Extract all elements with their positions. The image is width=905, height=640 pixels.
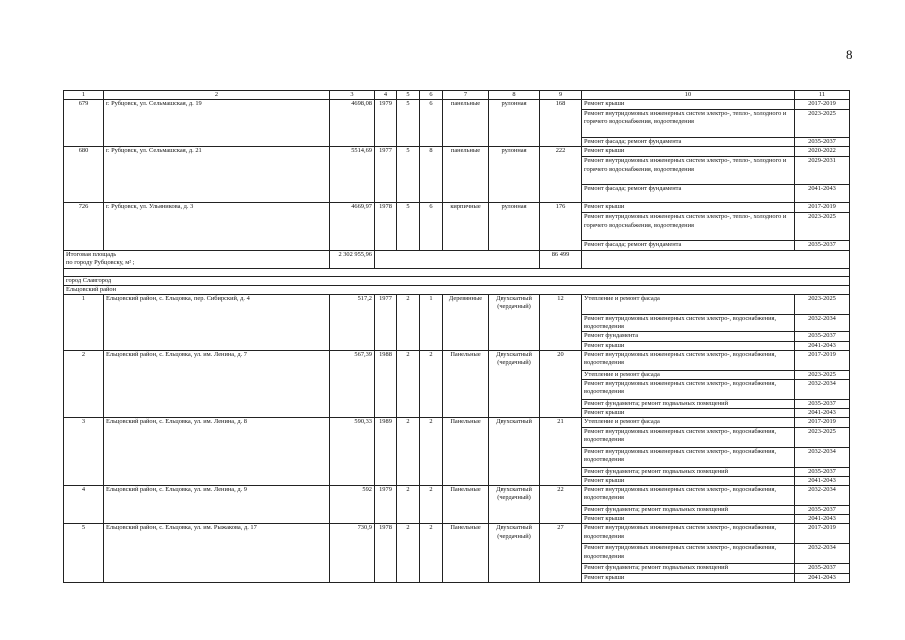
work-period: 2029-2031 xyxy=(795,157,850,185)
work-period: 2032-2034 xyxy=(795,447,850,467)
work-period: 2035-2037 xyxy=(795,241,850,250)
work-period: 2035-2037 xyxy=(795,506,850,515)
house-area: 5514,69 xyxy=(330,147,375,203)
work-period: 2041-2043 xyxy=(795,515,850,524)
work-type: Ремонт фасада; ремонт фундамента xyxy=(582,138,795,147)
roof-type: Двухскатный (чердачный) xyxy=(489,350,540,418)
district-row xyxy=(64,285,850,294)
work-type: Ремонт внутридомовых инженерных систем электро-, водоснабжения, водоотведения xyxy=(582,380,795,400)
house-area: 4698,08 xyxy=(330,100,375,147)
page-number: 8 xyxy=(846,47,853,62)
work-type: Ремонт внутридомовых инженерных систем электро-, водоснабжения, водоотведения xyxy=(582,315,795,332)
house-address: Ельцовский район, с. Ельцовка, ул. им. Ленина, д. 9 xyxy=(104,486,330,524)
work-period: 2023-2025 xyxy=(795,213,850,241)
work-type: Ремонт внутридомовых инженерных систем электро-, водоснабжения, водоотведения xyxy=(582,447,795,467)
house-area: 4669,97 xyxy=(330,203,375,250)
table-row xyxy=(64,295,850,315)
residents-count: 20 xyxy=(540,350,582,418)
work-period: 2035-2037 xyxy=(795,332,850,341)
work-type: Ремонт крыши xyxy=(582,341,795,350)
work-type: Ремонт крыши xyxy=(582,100,795,110)
build-year: 1979 xyxy=(375,100,397,147)
entrances-count: 8 xyxy=(420,147,443,203)
entrances-count: 2 xyxy=(420,418,443,486)
floors-count: 5 xyxy=(397,147,420,203)
city-row xyxy=(64,276,850,285)
entrances-count: 2 xyxy=(420,524,443,582)
work-period: 2032-2034 xyxy=(795,544,850,564)
work-period: 2017-2019 xyxy=(795,524,850,544)
entrances-count: 1 xyxy=(420,295,443,351)
work-period: 2032-2034 xyxy=(795,380,850,400)
roof-type: рулонная xyxy=(489,203,540,250)
table-row xyxy=(64,418,850,427)
work-period: 2023-2025 xyxy=(795,295,850,315)
table-row xyxy=(64,350,850,370)
residents-count: 168 xyxy=(540,100,582,147)
house-area: 592 xyxy=(330,486,375,524)
wall-material: Деревянные xyxy=(443,295,489,351)
work-period: 2020-2022 xyxy=(795,147,850,157)
column-number: 9 xyxy=(540,91,582,100)
work-type: Ремонт внутридомовых инженерных систем электро-, тепло-, холодного и горячего водоснабжения, водоотведения xyxy=(582,110,795,138)
house-number: 3 xyxy=(64,418,104,486)
work-type: Ремонт крыши xyxy=(582,203,795,213)
work-period: 2017-2019 xyxy=(795,418,850,427)
floors-count: 2 xyxy=(397,295,420,351)
house-number: 5 xyxy=(64,524,104,582)
entrances-count: 2 xyxy=(420,486,443,524)
house-address: г. Рубцовск, ул. Сельмашская, д. 21 xyxy=(104,147,330,203)
column-number: 6 xyxy=(420,91,443,100)
residents-count: 222 xyxy=(540,147,582,203)
total-area: 2 302 955,96 xyxy=(330,250,375,268)
work-type: Ремонт фундамента xyxy=(582,332,795,341)
roof-type: Двухскатный (чердачный) xyxy=(489,524,540,582)
residents-count: 12 xyxy=(540,295,582,351)
wall-material: Панельные xyxy=(443,524,489,582)
column-number: 10 xyxy=(582,91,795,100)
spacer-row xyxy=(64,268,850,276)
wall-material: кирпичные xyxy=(443,203,489,250)
work-period: 2032-2034 xyxy=(795,486,850,506)
floors-count: 2 xyxy=(397,350,420,418)
roof-type: Двухскатный (чердачный) xyxy=(489,486,540,524)
work-period: 2023-2025 xyxy=(795,370,850,379)
column-number: 11 xyxy=(795,91,850,100)
roof-type: рулонная xyxy=(489,100,540,147)
work-period: 2041-2043 xyxy=(795,573,850,582)
house-number: 679 xyxy=(64,100,104,147)
floors-count: 5 xyxy=(397,100,420,147)
work-period: 2041-2043 xyxy=(795,476,850,485)
work-type: Ремонт крыши xyxy=(582,476,795,485)
table-row xyxy=(64,147,850,157)
work-type: Ремонт внутридомовых инженерных систем электро-, водоснабжения, водоотведения xyxy=(582,524,795,544)
work-period: 2041-2043 xyxy=(795,341,850,350)
work-type: Ремонт крыши xyxy=(582,515,795,524)
work-type: Утепление и ремонт фасада xyxy=(582,418,795,427)
build-year: 1977 xyxy=(375,295,397,351)
floors-count: 2 xyxy=(397,418,420,486)
work-type: Ремонт внутридомовых инженерных систем электро-, водоснабжения, водоотведения xyxy=(582,427,795,447)
total-label-line: по городу Рубцовску, м² ; xyxy=(66,258,135,266)
house-number: 726 xyxy=(64,203,104,250)
work-type: Ремонт внутридомовых инженерных систем электро-, водоснабжения, водоотведения xyxy=(582,486,795,506)
work-type: Ремонт фасада; ремонт фундамента xyxy=(582,241,795,250)
work-type: Ремонт фундамента; ремонт подвальных помещений xyxy=(582,506,795,515)
house-address: г. Рубцовск, ул. Сельмашская, д. 19 xyxy=(104,100,330,147)
house-address: Ельцовский район, с. Ельцовка, пер. Сибирский, д. 4 xyxy=(104,295,330,351)
total-label xyxy=(64,250,330,268)
column-number: 4 xyxy=(375,91,397,100)
wall-material: Панельные xyxy=(443,486,489,524)
work-type: Ремонт фундамента; ремонт подвальных помещений xyxy=(582,564,795,573)
work-type: Утепление и ремонт фасада xyxy=(582,295,795,315)
work-type: Ремонт внутридомовых инженерных систем электро-, водоснабжения, водоотведения xyxy=(582,544,795,564)
column-number: 5 xyxy=(397,91,420,100)
table-row xyxy=(64,524,850,544)
work-period: 2032-2034 xyxy=(795,315,850,332)
column-number: 7 xyxy=(443,91,489,100)
house-number: 680 xyxy=(64,147,104,203)
work-type: Ремонт внутридомовых инженерных систем электро-, тепло-, холодного и горячего водоснабжения, водоотведения xyxy=(582,213,795,241)
district-name: Ельцовский район xyxy=(64,285,850,294)
floors-count: 5 xyxy=(397,203,420,250)
work-period: 2035-2037 xyxy=(795,564,850,573)
work-period: 2017-2019 xyxy=(795,100,850,110)
work-type: Ремонт крыши xyxy=(582,147,795,157)
house-address: Ельцовский район, с. Ельцовка, ул. им. Ленина, д. 8 xyxy=(104,418,330,486)
build-year: 1988 xyxy=(375,350,397,418)
work-period: 2035-2037 xyxy=(795,467,850,476)
column-number-row xyxy=(64,91,850,100)
capital-repair-table xyxy=(63,90,850,583)
spacer-cell xyxy=(64,268,850,276)
column-number: 8 xyxy=(489,91,540,100)
work-period: 2035-2037 xyxy=(795,138,850,147)
build-year: 1978 xyxy=(375,524,397,582)
residents-count: 176 xyxy=(540,203,582,250)
roof-type: Двухскатный xyxy=(489,418,540,486)
total-residents: 86 499 xyxy=(540,250,582,268)
house-number: 1 xyxy=(64,295,104,351)
work-type: Ремонт крыши xyxy=(582,573,795,582)
entrances-count: 6 xyxy=(420,203,443,250)
wall-material: панельные xyxy=(443,100,489,147)
work-period: 2041-2043 xyxy=(795,185,850,203)
floors-count: 2 xyxy=(397,486,420,524)
house-area: 590,33 xyxy=(330,418,375,486)
roof-type: Двухскатный (чердачный) xyxy=(489,295,540,351)
table-row xyxy=(64,486,850,506)
work-type: Утепление и ремонт фасада xyxy=(582,370,795,379)
house-area: 517,2 xyxy=(330,295,375,351)
residents-count: 22 xyxy=(540,486,582,524)
work-period: 2017-2019 xyxy=(795,350,850,370)
total-label-line: Итоговая площадь xyxy=(66,250,117,258)
work-type: Ремонт фасада; ремонт фундамента xyxy=(582,185,795,203)
total-row xyxy=(64,250,850,268)
work-period: 2017-2019 xyxy=(795,203,850,213)
work-type: Ремонт внутридомовых инженерных систем электро-, водоснабжения, водоотведения xyxy=(582,350,795,370)
build-year: 1977 xyxy=(375,147,397,203)
floors-count: 2 xyxy=(397,524,420,582)
build-year: 1979 xyxy=(375,486,397,524)
work-period: 2023-2025 xyxy=(795,110,850,138)
build-year: 1978 xyxy=(375,203,397,250)
total-spacer xyxy=(375,250,540,268)
house-number: 2 xyxy=(64,350,104,418)
column-number: 3 xyxy=(330,91,375,100)
city-name: город Славгород xyxy=(64,276,850,285)
column-number: 1 xyxy=(64,91,104,100)
entrances-count: 2 xyxy=(420,350,443,418)
work-period: 2035-2037 xyxy=(795,400,850,409)
table-row xyxy=(64,203,850,213)
table-row xyxy=(64,100,850,110)
work-type: Ремонт крыши xyxy=(582,409,795,418)
build-year: 1989 xyxy=(375,418,397,486)
work-type: Ремонт фундамента; ремонт подвальных помещений xyxy=(582,400,795,409)
house-address: Ельцовский район, с. Ельцовка, ул. им. Рыжакова, д. 17 xyxy=(104,524,330,582)
roof-type: рулонная xyxy=(489,147,540,203)
house-area: 730,9 xyxy=(330,524,375,582)
total-spacer xyxy=(582,250,850,268)
work-type: Ремонт внутридомовых инженерных систем электро-, тепло-, холодного и горячего водоснабжения, водоотведения xyxy=(582,157,795,185)
wall-material: Панельные xyxy=(443,418,489,486)
residents-count: 27 xyxy=(540,524,582,582)
residents-count: 21 xyxy=(540,418,582,486)
wall-material: Панельные xyxy=(443,350,489,418)
work-type: Ремонт фундамента; ремонт подвальных помещений xyxy=(582,467,795,476)
house-area: 567,39 xyxy=(330,350,375,418)
house-address: Ельцовский район, с. Ельцовка, ул. им. Ленина, д. 7 xyxy=(104,350,330,418)
entrances-count: 6 xyxy=(420,100,443,147)
work-period: 2041-2043 xyxy=(795,409,850,418)
work-period: 2023-2025 xyxy=(795,427,850,447)
wall-material: панельные xyxy=(443,147,489,203)
house-number: 4 xyxy=(64,486,104,524)
column-number: 2 xyxy=(104,91,330,100)
house-address: г. Рубцовск, ул. Ульяникова, д. 3 xyxy=(104,203,330,250)
